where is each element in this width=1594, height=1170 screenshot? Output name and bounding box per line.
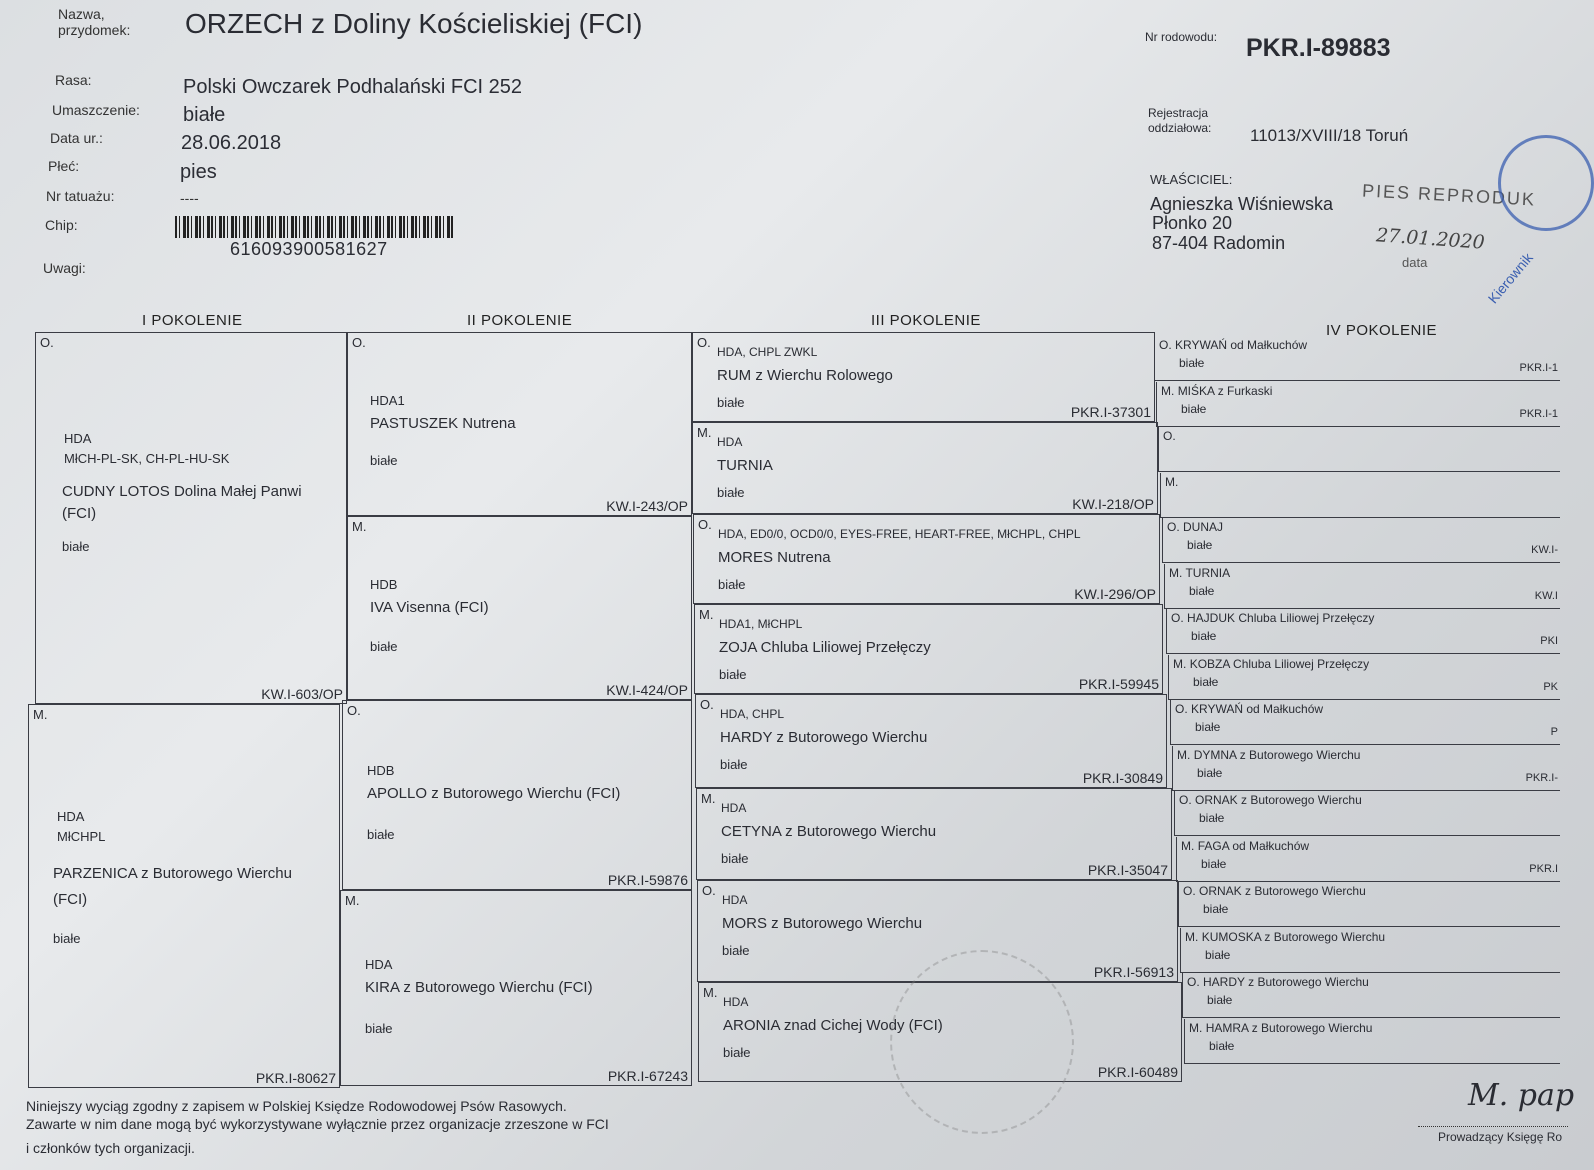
coat-color: białe xyxy=(723,1045,751,1060)
titles: HDA, ED0/0, OCD0/0, EYES-FREE, HEART-FREE, MłCHPL, CHPL xyxy=(718,527,1081,541)
titles: HDA xyxy=(723,995,749,1009)
signature-line xyxy=(1418,1126,1568,1127)
dog-name: PARZENICA z Butorowego Wierchu xyxy=(53,865,292,882)
dog-name: KUMOSKA z Butorowego Wierchu xyxy=(1201,929,1386,944)
sex-marker: M. xyxy=(703,985,718,1000)
coat-color: białe xyxy=(1189,583,1215,598)
sex-marker: O. xyxy=(1175,702,1188,716)
gen4-cell xyxy=(1180,928,1560,973)
coat-color: białe xyxy=(1199,811,1225,825)
coat-color: białe xyxy=(1195,720,1221,734)
gen4-entry xyxy=(1179,793,1362,807)
titles: HDA1 xyxy=(370,393,405,408)
registration-number: PKR.I-1 xyxy=(1519,362,1558,374)
gen4-entry xyxy=(1159,338,1307,352)
titles: HDB xyxy=(367,763,395,778)
signature-blue: Kierownik xyxy=(1484,249,1536,307)
coat-color: białe xyxy=(367,827,395,842)
titles: HDA1, MłCHPL xyxy=(719,617,803,631)
gen2-cell xyxy=(342,700,692,890)
owner-name: Agnieszka Wiśniewska xyxy=(1150,194,1334,214)
sex-marker: M. xyxy=(697,425,712,440)
dog-name: DYMNA z Butorowego Wierchu xyxy=(1193,747,1361,762)
dog-name: RUM z Wierchu Rolowego xyxy=(717,367,893,384)
sex-marker: M. xyxy=(1165,474,1179,489)
gen3-cell xyxy=(693,514,1160,604)
registration-number: PKR.I-59876 xyxy=(607,872,688,888)
pedigree-no-label: Nr rodowodu: xyxy=(1145,30,1218,44)
footer-line-2: Zawarte w nim dane mogą być wykorzystywane wyłącznie przez organizacje zrzeszone w FCI xyxy=(26,1116,609,1132)
sex-marker: O. xyxy=(1159,338,1172,352)
coat-color: białe xyxy=(722,943,750,958)
coat-color: białe xyxy=(370,453,398,468)
coat-color: białe xyxy=(1179,356,1205,370)
gen4-cell xyxy=(1182,973,1560,1018)
registration-number: KW.I-424/OP xyxy=(606,682,688,698)
gen3-header: III POKOLENIE xyxy=(871,312,981,329)
gen4-cell xyxy=(1170,700,1560,745)
dob-label: Data ur.: xyxy=(50,130,103,146)
gen4-cell xyxy=(1176,837,1560,882)
gen3-cell xyxy=(694,604,1163,694)
titles: HDA xyxy=(721,801,747,815)
gen4-entry xyxy=(1185,930,1385,944)
titles: HDB xyxy=(370,577,398,592)
dog-name: HAMRA z Butorowego Wierchu xyxy=(1205,1020,1373,1035)
titles: HDA, CHPL xyxy=(720,707,785,721)
sex-label: Płeć: xyxy=(48,158,80,174)
registration-label: Rejestracja oddziałowa: xyxy=(1148,106,1212,135)
gen4-cell xyxy=(1174,791,1560,836)
sex-marker: M. xyxy=(1169,565,1183,580)
gen2-cell xyxy=(347,332,692,516)
gen4-cell xyxy=(1156,382,1560,427)
sex-value: pies xyxy=(180,161,217,183)
gen4-cell xyxy=(1162,518,1560,563)
sex-marker: M. xyxy=(1173,656,1187,671)
gen2-cell xyxy=(347,516,692,700)
coat-color: białe xyxy=(718,577,746,592)
titles: HDA, CHPL ZWKL xyxy=(717,345,818,359)
gen4-entry xyxy=(1165,475,1178,489)
sex-marker: O. xyxy=(347,703,361,718)
dob-value: 28.06.2018 xyxy=(181,132,282,154)
coat-color: białe xyxy=(1193,674,1219,689)
gen4-cell xyxy=(1160,473,1560,518)
gen4-entry xyxy=(1163,429,1176,443)
registration-number: PKR.I-1 xyxy=(1519,407,1558,420)
sex-marker: O. xyxy=(1167,520,1180,534)
gen4-cell xyxy=(1178,882,1560,927)
footer-line-3: i członków tych organizacji. xyxy=(26,1140,195,1156)
sex-marker: O. xyxy=(40,335,54,350)
coat-color: białe xyxy=(1205,947,1231,962)
keeper-signature: M. pap xyxy=(1468,1078,1575,1113)
tattoo-value: ---- xyxy=(180,190,199,206)
owner-street: Płonko 20 xyxy=(1152,213,1233,233)
coat-color: białe xyxy=(53,931,81,946)
coat-color: białe xyxy=(719,667,747,682)
registration-number: PKR.I-30849 xyxy=(1082,770,1163,786)
registration-value: 11013/XVIII/18 Toruń xyxy=(1250,126,1409,145)
dog-name: KRYWAŃ od Małkuchów xyxy=(1191,702,1324,716)
pedigree-no: PKR.I-89883 xyxy=(1246,34,1391,62)
sex-marker: M. xyxy=(701,791,716,806)
gen4-entry xyxy=(1173,657,1369,671)
dog-name: MORS z Butorowego Wierchu xyxy=(722,915,923,932)
sex-marker: O. xyxy=(352,335,366,350)
coat-color: białe xyxy=(370,639,398,654)
round-seal xyxy=(1498,135,1594,231)
gen4-entry xyxy=(1187,975,1369,989)
sex-marker: M. xyxy=(352,519,367,534)
sex-marker: M. xyxy=(345,893,360,908)
registration-number: PKR.I-59945 xyxy=(1078,676,1159,692)
gen4-cell xyxy=(1168,655,1560,700)
gen4-entry xyxy=(1169,566,1230,580)
gen4-entry xyxy=(1161,384,1272,398)
breed-value: Polski Owczarek Podhalański FCI 252 xyxy=(183,76,523,98)
titles: HDA xyxy=(57,809,85,824)
dog-name: ORNAK z Butorowego Wierchu xyxy=(1199,884,1366,898)
sex-marker: M. xyxy=(699,607,714,622)
registration-number: KW.I-603/OP xyxy=(261,686,343,702)
gen4-cell xyxy=(1164,564,1560,609)
sex-marker: O. xyxy=(702,883,716,898)
gen4-entry xyxy=(1181,839,1309,853)
dog-name: KRYWAŃ od Małkuchów xyxy=(1175,338,1308,352)
coat-color: białe xyxy=(62,539,90,554)
sex-marker: M. xyxy=(1177,747,1191,762)
gen4-cell xyxy=(1184,1019,1560,1064)
dog-name-suffix: (FCI) xyxy=(53,891,88,908)
coat-color: białe xyxy=(1187,538,1213,552)
coat-color: białe xyxy=(1197,765,1223,780)
sex-marker: M. xyxy=(1181,838,1195,853)
registration-number: PKI xyxy=(1540,635,1558,647)
gen1-header: I POKOLENIE xyxy=(142,312,243,329)
sex-marker: O. xyxy=(700,697,714,712)
titles: HDA xyxy=(717,435,743,449)
breeding-stamp: PIES REPRODUK xyxy=(1361,180,1537,210)
gen1-dam-cell xyxy=(28,704,340,1088)
dog-name: IVA Visenna (FCI) xyxy=(370,599,489,616)
titles: MłCH-PL-SK, CH-PL-HU-SK xyxy=(64,451,230,466)
gen2-header: II POKOLENIE xyxy=(467,312,573,329)
dog-name: APOLLO z Butorowego Wierchu (FCI) xyxy=(367,785,621,802)
dog-name: KIRA z Butorowego Wierchu (FCI) xyxy=(365,979,593,996)
titles: HDA xyxy=(64,431,92,446)
dog-name: TURNIA xyxy=(1185,565,1231,580)
notes-label: Uwagi: xyxy=(43,260,86,276)
dog-name: HARDY z Butorowego Wierchu xyxy=(1203,975,1369,989)
footer-line-1: Niniejszy wyciąg zgodny z zapisem w Polskiej Księdze Rodowodowej Psów Rasowych. xyxy=(26,1098,567,1114)
gen3-cell xyxy=(692,422,1158,514)
dog-name: MORES Nutrena xyxy=(718,549,831,566)
gen4-entry xyxy=(1177,748,1360,762)
dog-name-suffix: (FCI) xyxy=(62,505,97,522)
dog-name: HARDY z Butorowego Wierchu xyxy=(720,729,928,746)
registration-number: KW.I xyxy=(1534,589,1558,602)
dog-name: ORNAK z Butorowego Wierchu xyxy=(1195,793,1362,807)
dog-name: CETYNA z Butorowego Wierchu xyxy=(721,823,937,840)
coat-color: białe xyxy=(717,395,745,410)
sex-marker: M. xyxy=(1189,1020,1203,1035)
gen4-entry xyxy=(1183,884,1366,898)
coat-color: białe xyxy=(1201,856,1227,871)
titles: MłCHPL xyxy=(57,829,106,844)
gen4-cell xyxy=(1172,746,1560,791)
titles: HDA xyxy=(365,957,393,972)
embossed-seal xyxy=(890,950,1074,1134)
dog-name: PASTUSZEK Nutrena xyxy=(370,415,516,432)
chip-number: 616093900581627 xyxy=(230,239,388,259)
dog-name: ARONIA znad Cichej Wody (FCI) xyxy=(723,1017,943,1034)
gen4-entry xyxy=(1175,702,1323,716)
chip-barcode xyxy=(175,216,455,238)
tattoo-label: Nr tatuażu: xyxy=(46,188,115,204)
registration-number: PK xyxy=(1543,680,1558,693)
registration-number: PKR.I-35047 xyxy=(1087,862,1168,878)
dog-name: HAJDUK Chluba Liliowej Przełęczy xyxy=(1187,611,1375,625)
gen4-entry xyxy=(1167,520,1223,534)
coat-color: białe xyxy=(1191,629,1217,643)
gen4-cell xyxy=(1154,336,1560,381)
coat-color: białe xyxy=(1181,401,1207,416)
registration-number: PKR.I- xyxy=(1525,771,1558,784)
coat-color: białe xyxy=(1207,993,1233,1007)
owner-city: 87-404 Radomin xyxy=(1152,233,1286,253)
registration-number: KW.I-243/OP xyxy=(606,498,688,514)
dog-name: FAGA od Małkuchów xyxy=(1197,838,1310,853)
coat-color: białe xyxy=(721,851,749,866)
registration-number: PKR.I-80627 xyxy=(255,1070,336,1086)
gen4-entry xyxy=(1189,1021,1372,1035)
color-value: białe xyxy=(183,104,226,126)
dog-name: CUDNY LOTOS Dolina Małej Panwi xyxy=(62,483,302,500)
name-label: Nazwa, przydomek: xyxy=(58,6,131,38)
registration-number: KW.I-218/OP xyxy=(1072,496,1154,512)
sex-marker: O. xyxy=(1179,793,1192,807)
registration-number: KW.I-296/OP xyxy=(1074,586,1156,602)
dog-name: DUNAJ xyxy=(1183,520,1224,534)
titles: HDA xyxy=(722,893,748,907)
color-label: Umaszczenie: xyxy=(52,102,140,118)
coat-color: białe xyxy=(1203,902,1229,916)
gen4-cell xyxy=(1158,427,1560,472)
gen4-cell xyxy=(1166,609,1560,654)
coat-color: białe xyxy=(1209,1038,1235,1053)
sex-marker: O. xyxy=(697,335,711,350)
registration-number: PKR.I-67243 xyxy=(607,1068,688,1084)
sex-marker: M. xyxy=(33,707,48,722)
registration-number: PKR.I xyxy=(1529,862,1558,875)
registration-number: PKR.I-37301 xyxy=(1070,404,1151,420)
owner-label: WŁAŚCICIEL: xyxy=(1150,172,1233,187)
dog-name: MIŚKA z Furkaski xyxy=(1177,383,1273,398)
gen3-cell xyxy=(695,694,1167,788)
gen3-cell xyxy=(696,788,1172,880)
dog-name: ORZECH z Doliny Kościeliskiej (FCI) xyxy=(185,8,643,39)
gen2-cell xyxy=(340,890,692,1086)
sex-marker: O. xyxy=(1187,975,1200,989)
gen3-cell xyxy=(692,332,1155,422)
stamp-date-label: data xyxy=(1402,255,1428,270)
dog-name: ZOJA Chluba Liliowej Przełęczy xyxy=(719,639,931,656)
gen4-header: IV POKOLENIE xyxy=(1326,322,1438,339)
registration-number: P xyxy=(1550,726,1558,738)
breed-label: Rasa: xyxy=(55,72,92,88)
sex-marker: O. xyxy=(698,517,712,532)
coat-color: białe xyxy=(717,485,745,500)
sex-marker: M. xyxy=(1161,383,1175,398)
sex-marker: O. xyxy=(1171,611,1184,625)
gen1-sire-cell xyxy=(35,332,347,704)
chip-label: Chip: xyxy=(45,217,78,233)
coat-color: białe xyxy=(720,757,748,772)
registration-number: PKR.I-60489 xyxy=(1097,1064,1178,1080)
registration-number: KW.I- xyxy=(1531,544,1558,556)
coat-color: białe xyxy=(365,1021,393,1036)
gen4-entry xyxy=(1171,611,1374,625)
sex-marker: O. xyxy=(1163,429,1176,443)
dog-name: TURNIA xyxy=(717,457,773,474)
keeper-label: Prowadzący Księgę Ro xyxy=(1438,1130,1563,1144)
dog-name: KOBZA Chluba Liliowej Przełęczy xyxy=(1189,656,1370,671)
sex-marker: O. xyxy=(1183,884,1196,898)
registration-number: PKR.I-56913 xyxy=(1093,964,1174,980)
sex-marker: M. xyxy=(1185,929,1199,944)
stamp-date: 27.01.2020 xyxy=(1375,224,1486,254)
